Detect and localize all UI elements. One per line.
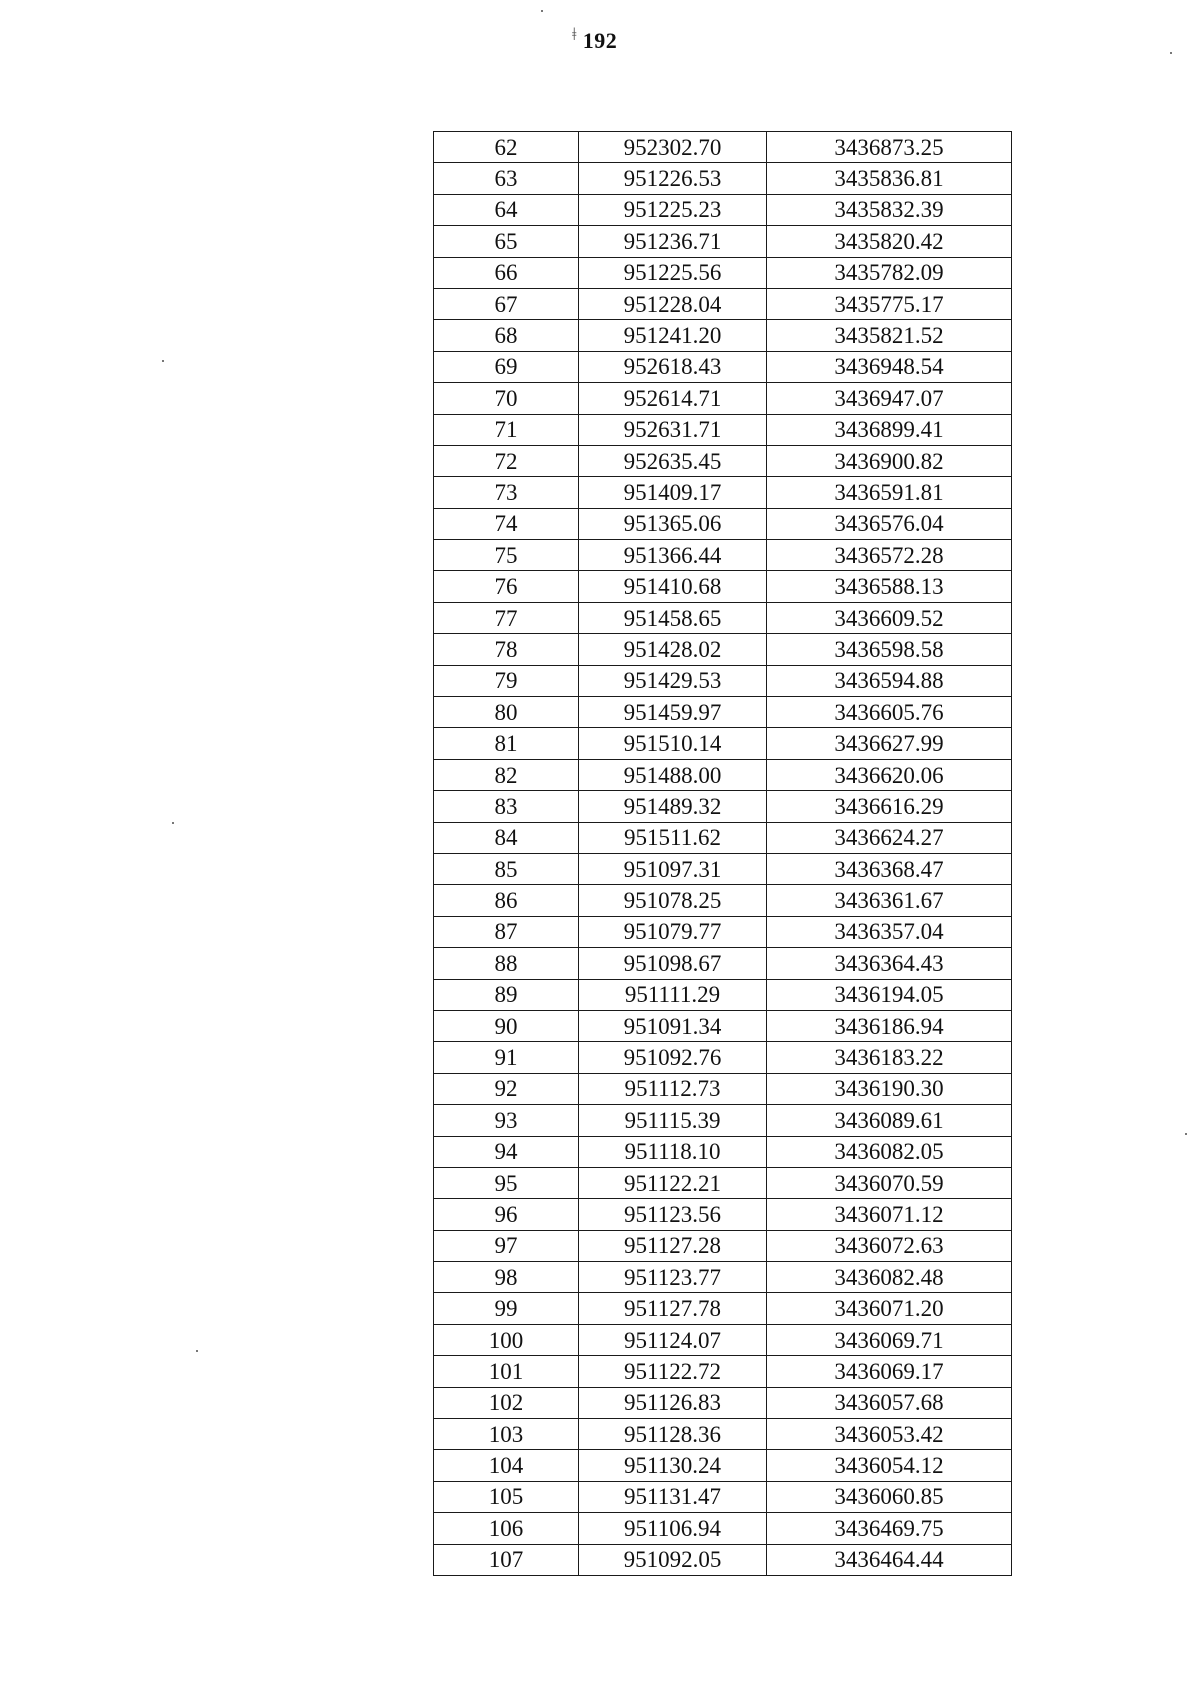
point-number-cell: 97 bbox=[434, 1230, 579, 1261]
point-number-cell: 105 bbox=[434, 1481, 579, 1512]
y-coordinate-cell: 3436594.88 bbox=[767, 665, 1012, 696]
y-coordinate-cell: 3436082.48 bbox=[767, 1262, 1012, 1293]
y-coordinate-cell: 3436060.85 bbox=[767, 1481, 1012, 1512]
point-number-cell: 101 bbox=[434, 1356, 579, 1387]
x-coordinate-cell: 951091.34 bbox=[579, 1010, 767, 1041]
x-coordinate-cell: 951228.04 bbox=[579, 288, 767, 319]
y-coordinate-cell: 3435782.09 bbox=[767, 257, 1012, 288]
x-coordinate-cell: 951097.31 bbox=[579, 853, 767, 884]
scan-speck bbox=[196, 1350, 198, 1352]
x-coordinate-cell: 951092.05 bbox=[579, 1544, 767, 1575]
table-row bbox=[434, 383, 1012, 414]
x-coordinate-cell: 951112.73 bbox=[579, 1073, 767, 1104]
point-number-cell: 94 bbox=[434, 1136, 579, 1167]
table-row bbox=[434, 194, 1012, 225]
x-coordinate-cell: 951123.56 bbox=[579, 1199, 767, 1230]
table-row bbox=[434, 728, 1012, 759]
point-number-cell: 79 bbox=[434, 665, 579, 696]
y-coordinate-cell: 3436464.44 bbox=[767, 1544, 1012, 1575]
point-number-cell: 99 bbox=[434, 1293, 579, 1324]
x-coordinate-cell: 951458.65 bbox=[579, 602, 767, 633]
y-coordinate-cell: 3436598.58 bbox=[767, 634, 1012, 665]
point-number-cell: 100 bbox=[434, 1324, 579, 1355]
y-coordinate-cell: 3436469.75 bbox=[767, 1513, 1012, 1544]
table-row bbox=[434, 414, 1012, 445]
y-coordinate-cell: 3436900.82 bbox=[767, 445, 1012, 476]
x-coordinate-cell: 951122.72 bbox=[579, 1356, 767, 1387]
table-row bbox=[434, 1324, 1012, 1355]
table-row bbox=[434, 1010, 1012, 1041]
x-coordinate-cell: 951115.39 bbox=[579, 1105, 767, 1136]
y-coordinate-cell: 3436873.25 bbox=[767, 132, 1012, 163]
point-number-cell: 63 bbox=[434, 163, 579, 194]
x-coordinate-cell: 951488.00 bbox=[579, 759, 767, 790]
point-number-cell: 93 bbox=[434, 1105, 579, 1136]
y-coordinate-cell: 3436357.04 bbox=[767, 916, 1012, 947]
scan-speck bbox=[162, 360, 164, 362]
x-coordinate-cell: 951122.21 bbox=[579, 1167, 767, 1198]
point-number-cell: 87 bbox=[434, 916, 579, 947]
point-number-cell: 98 bbox=[434, 1262, 579, 1293]
x-coordinate-cell: 951098.67 bbox=[579, 948, 767, 979]
x-coordinate-cell: 951489.32 bbox=[579, 791, 767, 822]
point-number-cell: 64 bbox=[434, 194, 579, 225]
table-row bbox=[434, 1419, 1012, 1450]
point-number-cell: 89 bbox=[434, 979, 579, 1010]
x-coordinate-cell: 951366.44 bbox=[579, 540, 767, 571]
coordinates-table bbox=[433, 131, 1012, 1576]
table-row bbox=[434, 1073, 1012, 1104]
x-coordinate-cell: 952614.71 bbox=[579, 383, 767, 414]
point-number-cell: 69 bbox=[434, 351, 579, 382]
y-coordinate-cell: 3436361.67 bbox=[767, 885, 1012, 916]
scan-speck bbox=[172, 822, 174, 824]
point-number-cell: 81 bbox=[434, 728, 579, 759]
y-coordinate-cell: 3436620.06 bbox=[767, 759, 1012, 790]
x-coordinate-cell: 951079.77 bbox=[579, 916, 767, 947]
table-row bbox=[434, 1513, 1012, 1544]
y-coordinate-cell: 3436576.04 bbox=[767, 508, 1012, 539]
point-number-cell: 75 bbox=[434, 540, 579, 571]
table-row bbox=[434, 791, 1012, 822]
table-row bbox=[434, 508, 1012, 539]
x-coordinate-cell: 951131.47 bbox=[579, 1481, 767, 1512]
x-coordinate-cell: 951106.94 bbox=[579, 1513, 767, 1544]
y-coordinate-cell: 3435821.52 bbox=[767, 320, 1012, 351]
table-row bbox=[434, 571, 1012, 602]
point-number-cell: 85 bbox=[434, 853, 579, 884]
table-row bbox=[434, 351, 1012, 382]
point-number-cell: 73 bbox=[434, 477, 579, 508]
table-row bbox=[434, 445, 1012, 476]
y-coordinate-cell: 3436624.27 bbox=[767, 822, 1012, 853]
coordinates-table-body bbox=[434, 132, 1012, 1576]
point-number-cell: 84 bbox=[434, 822, 579, 853]
point-number-cell: 95 bbox=[434, 1167, 579, 1198]
point-number-cell: 65 bbox=[434, 226, 579, 257]
table-row bbox=[434, 634, 1012, 665]
point-number-cell: 80 bbox=[434, 697, 579, 728]
scan-speck bbox=[541, 10, 543, 12]
x-coordinate-cell: 951226.53 bbox=[579, 163, 767, 194]
x-coordinate-cell: 951124.07 bbox=[579, 1324, 767, 1355]
point-number-cell: 103 bbox=[434, 1419, 579, 1450]
table-row bbox=[434, 1230, 1012, 1261]
table-row bbox=[434, 1105, 1012, 1136]
point-number-cell: 88 bbox=[434, 948, 579, 979]
x-coordinate-cell: 952635.45 bbox=[579, 445, 767, 476]
table-row bbox=[434, 320, 1012, 351]
point-number-cell: 82 bbox=[434, 759, 579, 790]
x-coordinate-cell: 951409.17 bbox=[579, 477, 767, 508]
point-number-cell: 77 bbox=[434, 602, 579, 633]
x-coordinate-cell: 951118.10 bbox=[579, 1136, 767, 1167]
page-number: 192 bbox=[582, 28, 618, 53]
x-coordinate-cell: 951365.06 bbox=[579, 508, 767, 539]
x-coordinate-cell: 951236.71 bbox=[579, 226, 767, 257]
y-coordinate-cell: 3436183.22 bbox=[767, 1042, 1012, 1073]
point-number-cell: 90 bbox=[434, 1010, 579, 1041]
table-row bbox=[434, 948, 1012, 979]
table-row bbox=[434, 1199, 1012, 1230]
y-coordinate-cell: 3436609.52 bbox=[767, 602, 1012, 633]
x-coordinate-cell: 951428.02 bbox=[579, 634, 767, 665]
table-row bbox=[434, 1293, 1012, 1324]
y-coordinate-cell: 3435775.17 bbox=[767, 288, 1012, 319]
table-row bbox=[434, 1450, 1012, 1481]
y-coordinate-cell: 3436071.20 bbox=[767, 1293, 1012, 1324]
table-row bbox=[434, 1544, 1012, 1575]
y-coordinate-cell: 3436194.05 bbox=[767, 979, 1012, 1010]
y-coordinate-cell: 3436572.28 bbox=[767, 540, 1012, 571]
table-row bbox=[434, 822, 1012, 853]
table-row bbox=[434, 665, 1012, 696]
x-coordinate-cell: 952302.70 bbox=[579, 132, 767, 163]
table-row bbox=[434, 916, 1012, 947]
x-coordinate-cell: 951127.78 bbox=[579, 1293, 767, 1324]
point-number-cell: 91 bbox=[434, 1042, 579, 1073]
y-coordinate-cell: 3435836.81 bbox=[767, 163, 1012, 194]
point-number-cell: 107 bbox=[434, 1544, 579, 1575]
x-coordinate-cell: 951078.25 bbox=[579, 885, 767, 916]
x-coordinate-cell: 951123.77 bbox=[579, 1262, 767, 1293]
table-row bbox=[434, 1262, 1012, 1293]
table-row bbox=[434, 1387, 1012, 1418]
y-coordinate-cell: 3436071.12 bbox=[767, 1199, 1012, 1230]
y-coordinate-cell: 3436605.76 bbox=[767, 697, 1012, 728]
x-coordinate-cell: 951511.62 bbox=[579, 822, 767, 853]
y-coordinate-cell: 3435832.39 bbox=[767, 194, 1012, 225]
x-coordinate-cell: 951130.24 bbox=[579, 1450, 767, 1481]
x-coordinate-cell: 951241.20 bbox=[579, 320, 767, 351]
table-row bbox=[434, 163, 1012, 194]
x-coordinate-cell: 951510.14 bbox=[579, 728, 767, 759]
y-coordinate-cell: 3435820.42 bbox=[767, 226, 1012, 257]
x-coordinate-cell: 951092.76 bbox=[579, 1042, 767, 1073]
y-coordinate-cell: 3436186.94 bbox=[767, 1010, 1012, 1041]
y-coordinate-cell: 3436057.68 bbox=[767, 1387, 1012, 1418]
x-coordinate-cell: 952618.43 bbox=[579, 351, 767, 382]
x-coordinate-cell: 951225.56 bbox=[579, 257, 767, 288]
y-coordinate-cell: 3436089.61 bbox=[767, 1105, 1012, 1136]
point-number-cell: 71 bbox=[434, 414, 579, 445]
y-coordinate-cell: 3436364.43 bbox=[767, 948, 1012, 979]
x-coordinate-cell: 951429.53 bbox=[579, 665, 767, 696]
table-row bbox=[434, 132, 1012, 163]
y-coordinate-cell: 3436627.99 bbox=[767, 728, 1012, 759]
x-coordinate-cell: 951225.23 bbox=[579, 194, 767, 225]
point-number-cell: 68 bbox=[434, 320, 579, 351]
point-number-cell: 74 bbox=[434, 508, 579, 539]
point-number-cell: 106 bbox=[434, 1513, 579, 1544]
y-coordinate-cell: 3436368.47 bbox=[767, 853, 1012, 884]
point-number-cell: 67 bbox=[434, 288, 579, 319]
x-coordinate-cell: 951126.83 bbox=[579, 1387, 767, 1418]
table-row bbox=[434, 257, 1012, 288]
y-coordinate-cell: 3436588.13 bbox=[767, 571, 1012, 602]
y-coordinate-cell: 3436899.41 bbox=[767, 414, 1012, 445]
point-number-cell: 104 bbox=[434, 1450, 579, 1481]
y-coordinate-cell: 3436072.63 bbox=[767, 1230, 1012, 1261]
x-coordinate-cell: 951410.68 bbox=[579, 571, 767, 602]
table-row bbox=[434, 288, 1012, 319]
table-row bbox=[434, 1136, 1012, 1167]
x-coordinate-cell: 951111.29 bbox=[579, 979, 767, 1010]
point-number-cell: 70 bbox=[434, 383, 579, 414]
table-row bbox=[434, 602, 1012, 633]
y-coordinate-cell: 3436947.07 bbox=[767, 383, 1012, 414]
point-number-cell: 72 bbox=[434, 445, 579, 476]
table-row bbox=[434, 853, 1012, 884]
table-row bbox=[434, 1356, 1012, 1387]
y-coordinate-cell: 3436053.42 bbox=[767, 1419, 1012, 1450]
point-number-cell: 78 bbox=[434, 634, 579, 665]
point-number-cell: 96 bbox=[434, 1199, 579, 1230]
y-coordinate-cell: 3436948.54 bbox=[767, 351, 1012, 382]
y-coordinate-cell: 3436069.71 bbox=[767, 1324, 1012, 1355]
table-row bbox=[434, 1042, 1012, 1073]
y-coordinate-cell: 3436190.30 bbox=[767, 1073, 1012, 1104]
table-row bbox=[434, 540, 1012, 571]
point-number-cell: 92 bbox=[434, 1073, 579, 1104]
point-number-cell: 83 bbox=[434, 791, 579, 822]
x-coordinate-cell: 951128.36 bbox=[579, 1419, 767, 1450]
point-number-cell: 86 bbox=[434, 885, 579, 916]
y-coordinate-cell: 3436616.29 bbox=[767, 791, 1012, 822]
table-row bbox=[434, 226, 1012, 257]
scan-speck bbox=[1170, 52, 1172, 54]
point-number-cell: 76 bbox=[434, 571, 579, 602]
point-number-cell: 62 bbox=[434, 132, 579, 163]
scan-artifact-mark: ǂ bbox=[572, 24, 577, 44]
x-coordinate-cell: 952631.71 bbox=[579, 414, 767, 445]
table-row bbox=[434, 979, 1012, 1010]
table-row bbox=[434, 477, 1012, 508]
y-coordinate-cell: 3436082.05 bbox=[767, 1136, 1012, 1167]
table-row bbox=[434, 1481, 1012, 1512]
table-row bbox=[434, 885, 1012, 916]
scan-speck bbox=[1185, 1133, 1187, 1135]
y-coordinate-cell: 3436591.81 bbox=[767, 477, 1012, 508]
y-coordinate-cell: 3436070.59 bbox=[767, 1167, 1012, 1198]
table-row bbox=[434, 1167, 1012, 1198]
table-row bbox=[434, 697, 1012, 728]
y-coordinate-cell: 3436054.12 bbox=[767, 1450, 1012, 1481]
point-number-cell: 102 bbox=[434, 1387, 579, 1418]
table-row bbox=[434, 759, 1012, 790]
x-coordinate-cell: 951459.97 bbox=[579, 697, 767, 728]
y-coordinate-cell: 3436069.17 bbox=[767, 1356, 1012, 1387]
x-coordinate-cell: 951127.28 bbox=[579, 1230, 767, 1261]
point-number-cell: 66 bbox=[434, 257, 579, 288]
